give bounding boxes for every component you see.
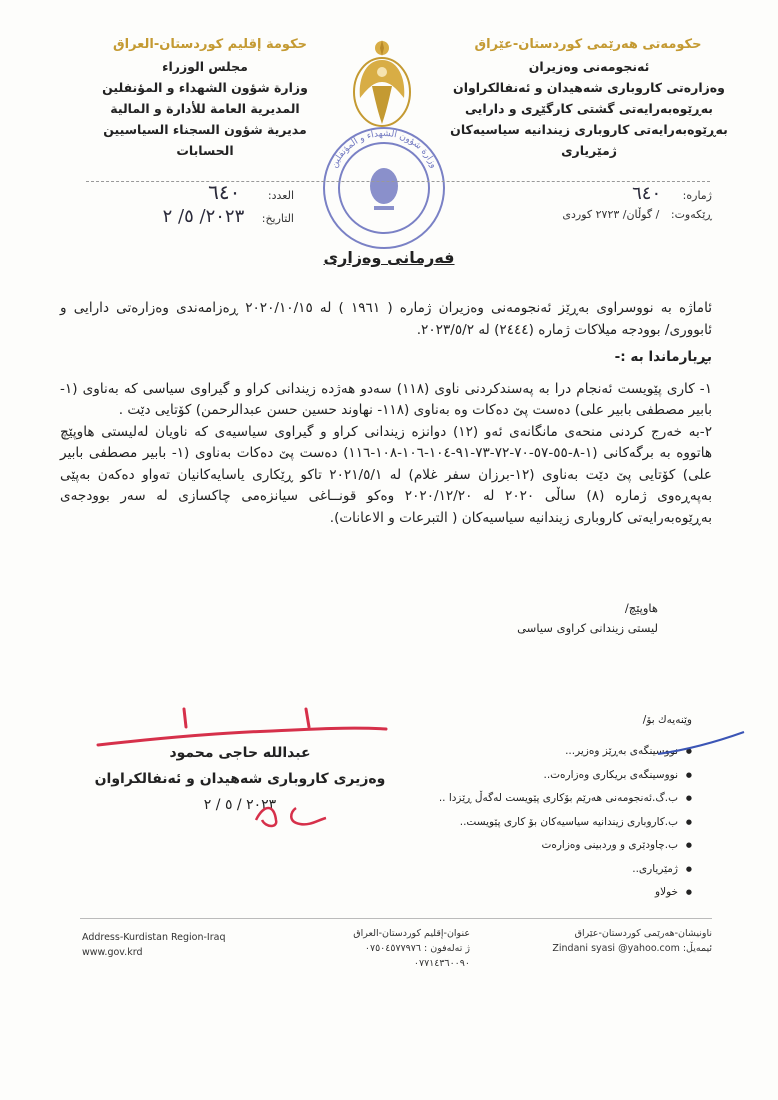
body-item-1: ١- کاری پێویست ئەنجام درا بە پەسندکردنی ناوی (١١٨) سەدو هەژدە زیندانی کراو و گیراوی سیاسی کە بەناوی (١- بابیر مصطفی بابیر علی) دەست پێ دەکات وە بەناوی (١١٨- نهاوند حسین حسن عبدالرحمن) کۆتایی دێت . bbox=[60, 380, 712, 418]
kurdistan-emblem-icon bbox=[348, 38, 416, 130]
stamp-text: وزارة شؤون الشهداء و المؤنفلين bbox=[329, 128, 439, 170]
header-right-line: بەڕێوەبەرایەتی گشتی کارگێڕی و دارایی bbox=[464, 101, 713, 116]
header-left-lines bbox=[100, 56, 310, 161]
copy-item: ● ب.چاودێری و وردبینی وەزارەت bbox=[432, 834, 692, 858]
footer-kurdish bbox=[552, 926, 712, 956]
header-right-line: ژمێریاری bbox=[561, 143, 617, 158]
copies-pen-stroke bbox=[656, 730, 748, 756]
copy-item: ● نووسینگەی بەڕێز وەزیر... bbox=[432, 740, 692, 764]
copy-item: ● ب.کاروباری زیندانیە سیاسیەکان بۆ کاری پێویست.. bbox=[432, 811, 692, 835]
header-right-region: حکومەتی هەرێمی کوردستان-عێراق bbox=[474, 37, 702, 52]
attachment-item: لیستی زیندانی کراوی سیاسی bbox=[517, 621, 658, 635]
copies-label: وێنەیەك بۆ/ bbox=[642, 714, 692, 726]
attachment-block bbox=[408, 598, 658, 638]
ref-number-handwritten: ٦٤٠ bbox=[632, 183, 662, 204]
date-handwriting-scribble bbox=[252, 798, 332, 832]
footer-ku-address: ناونیشان-هەرێمی کوردستان-عێراق bbox=[574, 928, 712, 939]
signatory-date-text: ٢٠٢٣ / ٥ / ٢ bbox=[203, 797, 277, 813]
ar-number-handwritten: ٦٤٠ bbox=[208, 180, 241, 204]
body-intro: ئاماژە بە نووسراوی بەڕێز ئەنجومەنی وەزیران ژمارە ( ١٩٦١ ) لە ٢٠٢٠/١٠/١٥ ڕەزامەندی وەزارەتی دارایی و ئابووری/ بوودجە میلاکات ژمارە (٢٤٤٤) لە ٢٠٢٣/٥/٢. bbox=[60, 300, 712, 338]
footer-email: Zindani syasi @yahoo.com bbox=[552, 943, 680, 954]
footer-phone-1: ژ تەلەفون : ٠٧٥٠٤٥٧٧٩٧٦ bbox=[364, 943, 470, 954]
copy-item: ● ژمێریاری.. bbox=[432, 858, 692, 882]
copy-item: ● ب.گ.ئەنجومەنی هەرێم بۆکاری پێویست لەگەڵ ڕێزدا .. bbox=[432, 787, 692, 811]
ref-date-value: / گوڵان/ ٢٧٢٣ کوردی bbox=[562, 208, 660, 221]
signatory-name: عبدالله حاجی محمود bbox=[169, 745, 311, 761]
ar-date-label: التاريخ: bbox=[261, 212, 294, 225]
footer-ar-address: عنوان-إقليم كوردستان-العراق bbox=[353, 928, 470, 939]
ref-number-label: ژمارە: bbox=[682, 189, 712, 202]
ref-date-row bbox=[542, 208, 712, 221]
header-left-line: وزارة شؤون الشهداء و المؤنفلين bbox=[102, 80, 308, 95]
ar-number-label: العدد: bbox=[267, 189, 294, 202]
copies-list bbox=[432, 740, 692, 905]
ref-number-row bbox=[542, 183, 712, 204]
body-item-2: ٢-بە خەرج کردنی منحەی مانگانەی ئەو (١٢) دوانزە زیندانی کراو و گیراوی سیاسیەی کە ناویان لەلیستی هاوپێچ هاتووە بە برگەکانی (١-٨-٥٥-٥٧-٧٠-٧٢-٧٣-٩١-١٠٤-١٠٦-١٠٨-١١٦) دەست پێ دەکات بەناوی (١- بابیر مصطفی بابیر علی) کۆتایی پێ دێت بەناوی (١٢-برزان سفر غلام) لە ٢٠٢١/٥/١ تاکو ڕێکاری یاسایەکانیان تەواو دەکەن بەپێی بەپەڕەوی ژمارە (٨) ساڵی ٢٠٢٠ لە ٢٠٢٠/١٢/٢٠ وەکو قونــاغی سیانزەمی چاکسازی لە سەر بوودجەی بەڕێوەبەرایەتی کاروباری زیندانیە سیاسیەکان ( التبرعات و الاعانات). bbox=[60, 423, 713, 526]
copy-item: ● خولاو bbox=[432, 881, 692, 905]
footer-en-address: Address-Kurdistan Region-Iraq bbox=[82, 932, 226, 943]
body-decided: بڕیارماندا بە :- bbox=[614, 349, 712, 365]
header-right-line: بەڕێوەبەرایەتی کاروباری زیندانیە سیاسیەکان bbox=[450, 122, 728, 137]
ref-date-label: ڕێکەوت: bbox=[670, 208, 712, 221]
header-right-line: ئەنجومەنی وەزیران bbox=[528, 59, 650, 74]
copy-item: ● نووسینگەی بریکاری وەزارەت.. bbox=[432, 764, 692, 788]
footer-en-web: www.gov.krd bbox=[82, 947, 143, 958]
header-right-lines bbox=[444, 56, 734, 161]
signatory-date bbox=[90, 792, 390, 818]
ar-date-handwritten: ٢٠٢٣/ ٥/ ٢ bbox=[162, 206, 245, 227]
header-left-line: المديرية العامة للأدارة و المالية bbox=[110, 101, 300, 116]
header-left-line: مجلس الوزراء bbox=[162, 59, 248, 74]
official-stamp bbox=[318, 122, 450, 254]
footer-separator bbox=[80, 918, 712, 919]
signatory-role: وەزیری کاروباری شەهیدان و ئەنفالکراوان bbox=[94, 771, 386, 787]
document-title: فەرمانی وەزاری bbox=[323, 248, 455, 267]
header-right-line: وەزارەتی کاروباری شەهیدان و ئەنفالکراوان bbox=[453, 80, 725, 95]
footer-arabic bbox=[330, 926, 470, 971]
document-body bbox=[60, 298, 712, 529]
signatory-block bbox=[90, 740, 390, 818]
footer-phone-2: ٠٧٧١٤٣٦٠٠٩٠ bbox=[413, 958, 470, 969]
attachment-label: هاوپێچ/ bbox=[624, 601, 658, 615]
header-left-region: حکومة إقليم كوردستان-العراق bbox=[112, 37, 307, 52]
header-left-line: الحسابات bbox=[176, 143, 234, 158]
footer-email-row bbox=[552, 941, 712, 956]
footer-english bbox=[82, 930, 282, 960]
ar-date-row bbox=[114, 206, 294, 227]
copies-block bbox=[432, 714, 692, 905]
header-left-line: مديرية شؤون السجناء السياسيين bbox=[103, 122, 307, 137]
ar-number-row bbox=[114, 180, 294, 204]
footer-email-label: ئیمەیڵ: bbox=[682, 943, 712, 954]
